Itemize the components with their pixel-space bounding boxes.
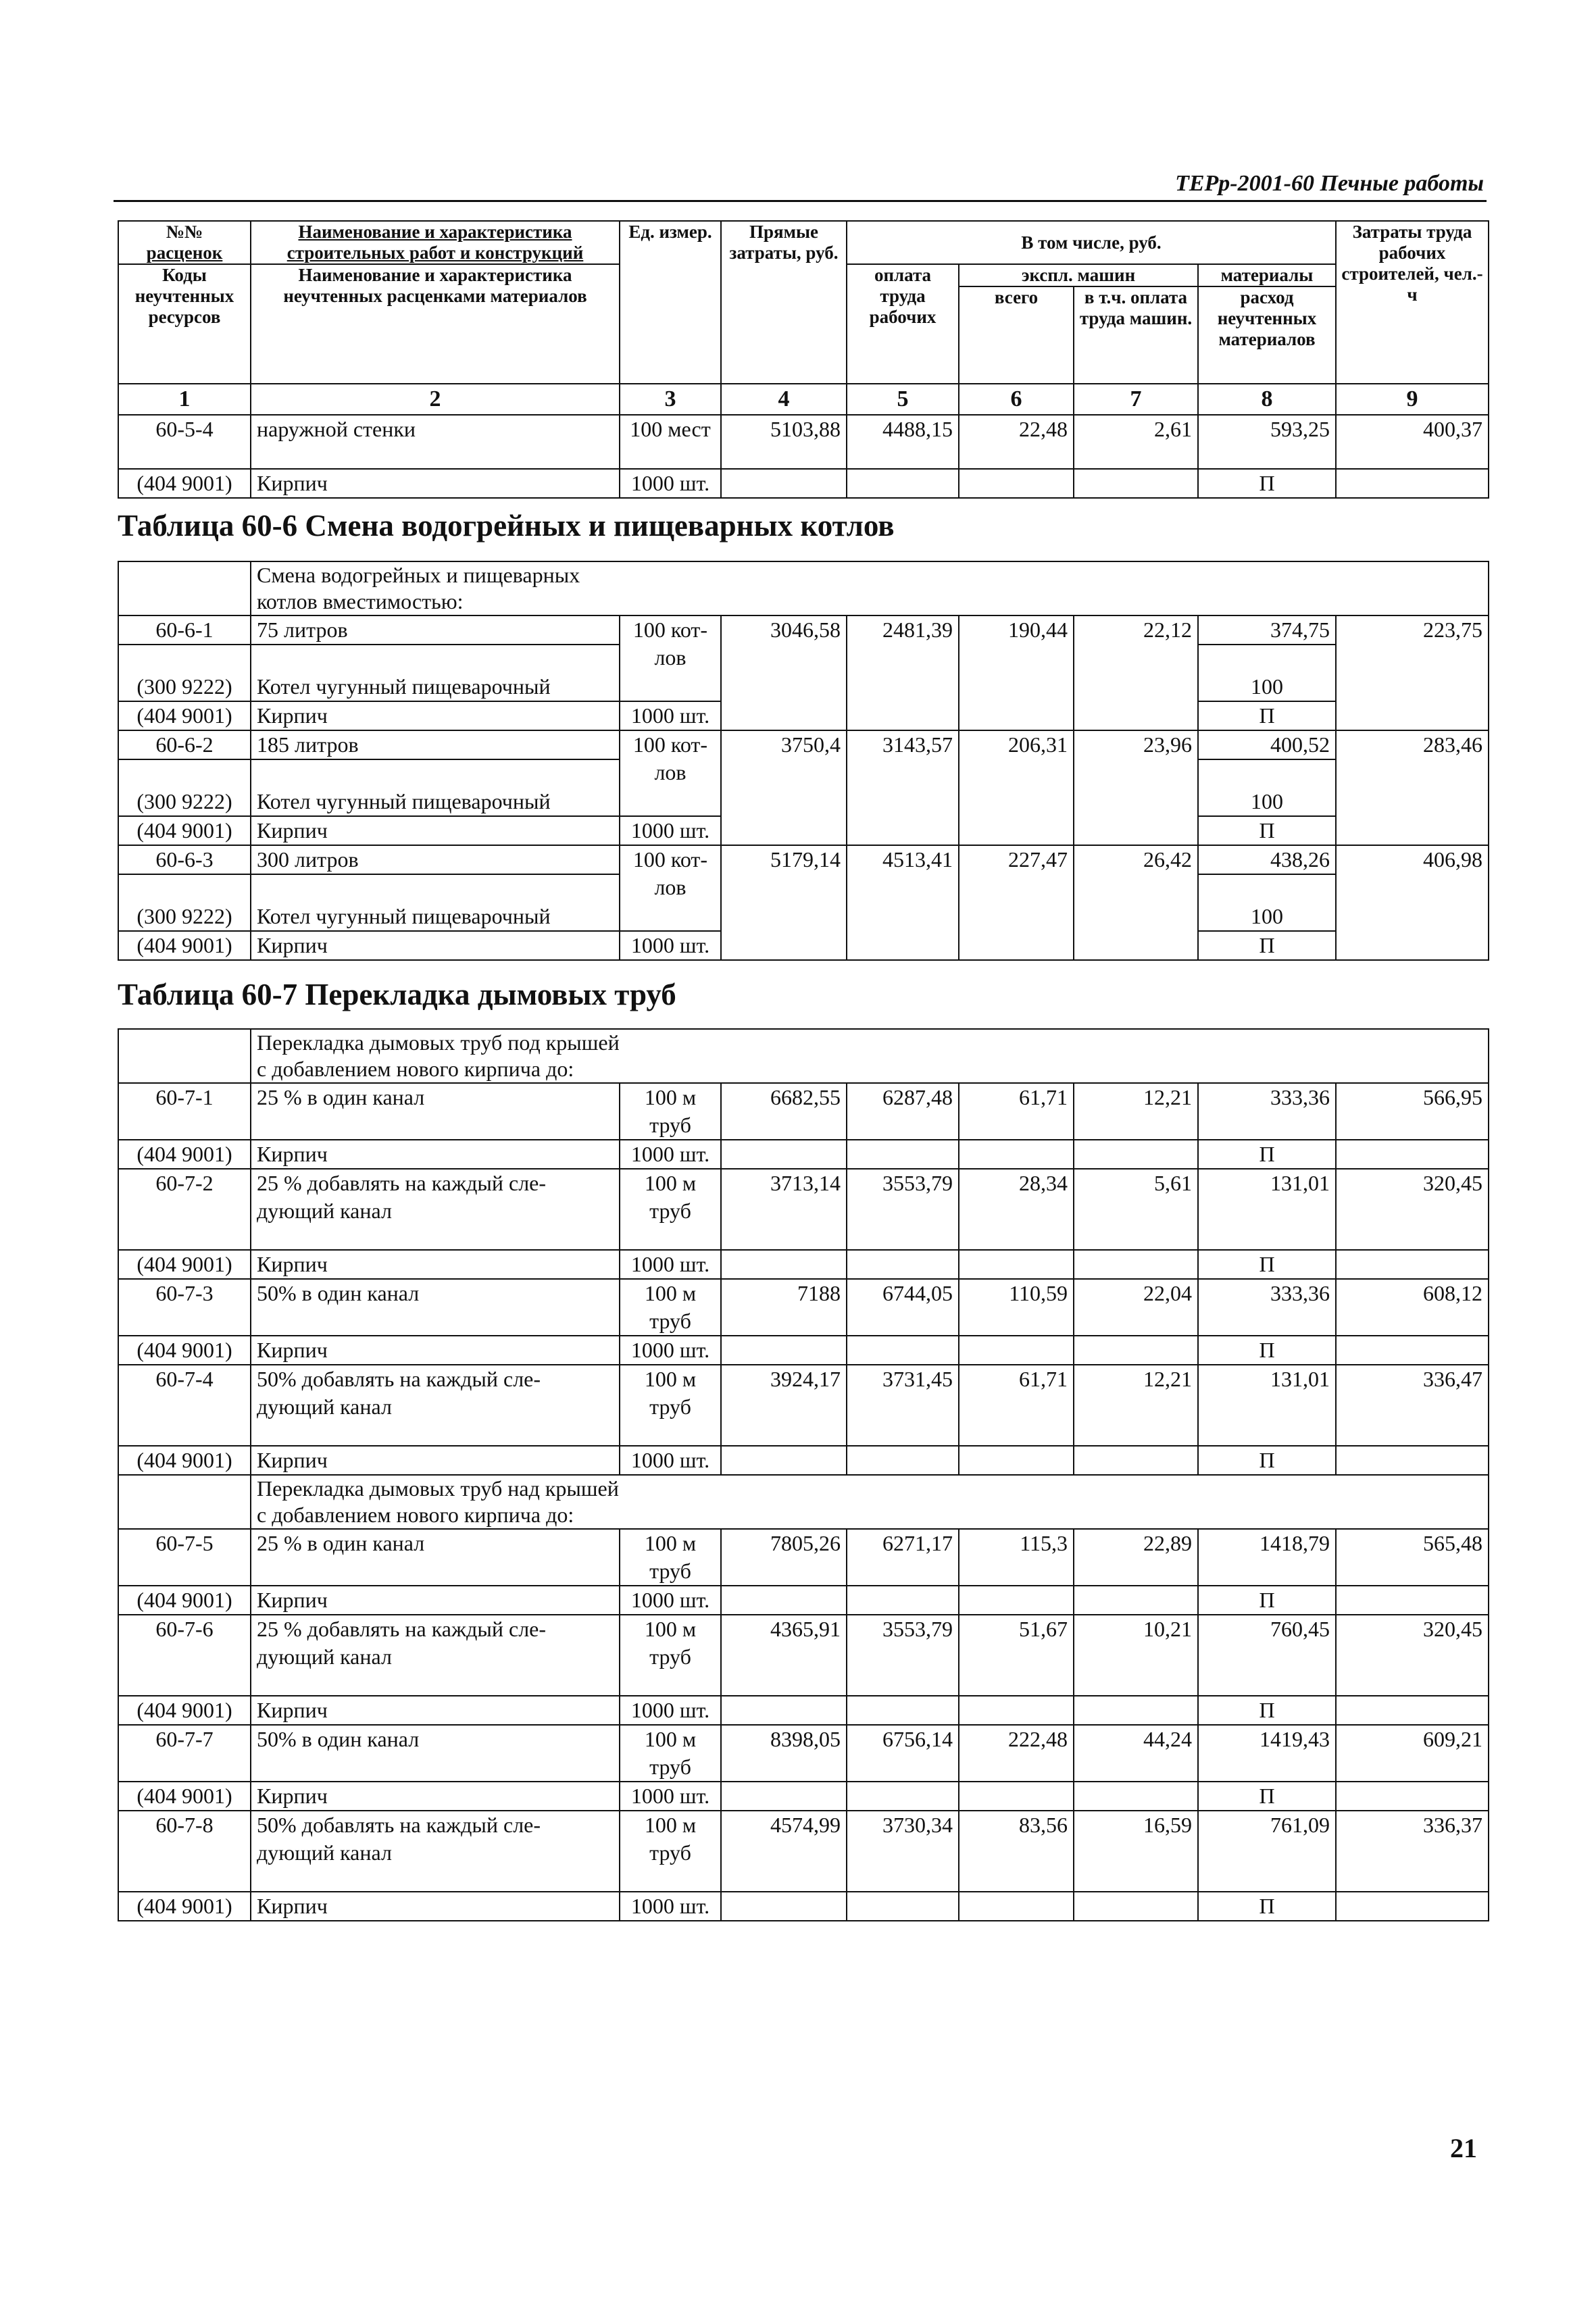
labor-pay: 4488,15 xyxy=(847,415,959,469)
resource-code: (404 9001) xyxy=(118,1250,251,1279)
materials: П xyxy=(1198,701,1336,730)
resource-code: (300 9222) xyxy=(118,874,251,931)
work-name: 75 литров xyxy=(251,615,620,645)
material-name: Котел чугунный пищеварочный xyxy=(251,874,620,931)
col-number: 2 xyxy=(251,384,620,415)
unit: 100 м труб xyxy=(620,1365,721,1446)
table-row xyxy=(118,1446,1489,1475)
labor-hours: 283,46 xyxy=(1336,730,1489,845)
materials: 760,45 xyxy=(1198,1615,1336,1696)
materials: 374,75 xyxy=(1198,615,1336,645)
labor-pay: 2481,39 xyxy=(847,615,959,730)
rate-code: 60-7-6 xyxy=(118,1615,251,1696)
materials: П xyxy=(1198,1250,1336,1279)
col-number: 5 xyxy=(847,384,959,415)
col-header-6: всего xyxy=(959,286,1074,384)
table-row xyxy=(118,1725,1489,1782)
materials: 1419,43 xyxy=(1198,1725,1336,1782)
rate-code: 60-6-2 xyxy=(118,730,251,759)
labor-pay: 6756,14 xyxy=(847,1725,959,1782)
machines-labor: 12,21 xyxy=(1074,1365,1198,1446)
material-name: Кирпич xyxy=(251,1586,620,1615)
rate-code: 60-7-5 xyxy=(118,1529,251,1586)
section-intro-row xyxy=(118,1475,1489,1529)
col-number: 9 xyxy=(1336,384,1489,415)
materials: 333,36 xyxy=(1198,1279,1336,1336)
material-name: Кирпич xyxy=(251,816,620,845)
unit: 100 м труб xyxy=(620,1615,721,1696)
direct-costs: 5103,88 xyxy=(721,415,847,469)
unit: 1000 шт. xyxy=(620,1892,721,1921)
machines-labor: 22,12 xyxy=(1074,615,1198,730)
resource-code: (300 9222) xyxy=(118,645,251,701)
materials: 761,09 xyxy=(1198,1811,1336,1892)
table-row xyxy=(118,615,1489,645)
unit: 100 кот-лов xyxy=(620,615,721,701)
labor-hours: 336,47 xyxy=(1336,1365,1489,1446)
materials: П xyxy=(1198,1782,1336,1811)
machines-total: 110,59 xyxy=(959,1279,1074,1336)
material-name: Кирпич xyxy=(251,1782,620,1811)
labor-hours: 223,75 xyxy=(1336,615,1489,730)
machines-total: 115,3 xyxy=(959,1529,1074,1586)
labor-pay: 3553,79 xyxy=(847,1615,959,1696)
table-row xyxy=(118,845,1489,874)
resource-code: (404 9001) xyxy=(118,469,251,498)
unit: 1000 шт. xyxy=(620,701,721,730)
labor-pay: 6271,17 xyxy=(847,1529,959,1586)
col-number: 3 xyxy=(620,384,721,415)
material-name: Кирпич xyxy=(251,1892,620,1921)
section-intro-row xyxy=(118,561,1489,615)
work-name: 50% добавлять на каждый сле-дующий канал xyxy=(251,1811,620,1892)
machines-labor: 12,21 xyxy=(1074,1083,1198,1140)
direct-costs: 3046,58 xyxy=(721,615,847,730)
direct-costs: 6682,55 xyxy=(721,1083,847,1140)
rate-code: 60-7-2 xyxy=(118,1169,251,1250)
work-name: 50% добавлять на каждый сле-дующий канал xyxy=(251,1365,620,1446)
machines-total: 22,48 xyxy=(959,415,1074,469)
direct-costs: 3713,14 xyxy=(721,1169,847,1250)
table-row xyxy=(118,1892,1489,1921)
machines-total: 227,47 xyxy=(959,845,1074,960)
labor-hours: 565,48 xyxy=(1336,1529,1489,1586)
materials: 593,25 xyxy=(1198,415,1336,469)
unit: 1000 шт. xyxy=(620,1140,721,1169)
table-60-6 xyxy=(118,561,1489,961)
machines-total: 28,34 xyxy=(959,1169,1074,1250)
rate-code: 60-7-8 xyxy=(118,1811,251,1892)
material-name: Кирпич xyxy=(251,701,620,730)
rate-code: 60-6-3 xyxy=(118,845,251,874)
work-name: 185 литров xyxy=(251,730,620,759)
work-name: 25 % в один канал xyxy=(251,1083,620,1140)
rate-code: 60-7-7 xyxy=(118,1725,251,1782)
machines-labor: 26,42 xyxy=(1074,845,1198,960)
materials: 131,01 xyxy=(1198,1169,1336,1250)
unit: 100 мест xyxy=(620,415,721,469)
rate-code: 60-7-1 xyxy=(118,1083,251,1140)
materials: 1418,79 xyxy=(1198,1529,1336,1586)
machines-total: 61,71 xyxy=(959,1083,1074,1140)
unit: 100 м труб xyxy=(620,1725,721,1782)
material-name: Кирпич xyxy=(251,1250,620,1279)
labor-hours: 566,95 xyxy=(1336,1083,1489,1140)
labor-pay: 6744,05 xyxy=(847,1279,959,1336)
resource-code: (404 9001) xyxy=(118,1586,251,1615)
unit: 1000 шт. xyxy=(620,1782,721,1811)
labor-pay: 3143,57 xyxy=(847,730,959,845)
unit: 1000 шт. xyxy=(620,1250,721,1279)
resource-code: (404 9001) xyxy=(118,1782,251,1811)
table-row xyxy=(118,1811,1489,1892)
table-60-7 xyxy=(118,1028,1489,1921)
machines-total: 222,48 xyxy=(959,1725,1074,1782)
material-name: Котел чугунный пищеварочный xyxy=(251,759,620,816)
materials: 100 xyxy=(1198,759,1336,816)
resource-code: (404 9001) xyxy=(118,1140,251,1169)
machines-labor: 5,61 xyxy=(1074,1169,1198,1250)
direct-costs: 3924,17 xyxy=(721,1365,847,1446)
material-name: Кирпич xyxy=(251,1336,620,1365)
work-name: 50% в один канал xyxy=(251,1725,620,1782)
col-number: 4 xyxy=(721,384,847,415)
materials: П xyxy=(1198,816,1336,845)
section-intro: Смена водогрейных и пищеварных котлов вместимостью: xyxy=(251,561,1489,615)
materials: 438,26 xyxy=(1198,845,1336,874)
materials: П xyxy=(1198,469,1336,498)
resource-code: (404 9001) xyxy=(118,816,251,845)
col-header-9: Затраты труда рабочих строителей, чел.-ч xyxy=(1336,221,1489,384)
work-name: 25 % добавлять на каждый сле-дующий канал xyxy=(251,1169,620,1250)
materials: 100 xyxy=(1198,874,1336,931)
table-row xyxy=(118,1083,1489,1140)
direct-costs: 4574,99 xyxy=(721,1811,847,1892)
unit: 100 м труб xyxy=(620,1529,721,1586)
rate-code: 60-5-4 xyxy=(118,415,251,469)
unit: 100 м труб xyxy=(620,1083,721,1140)
col-header-4: Прямые затраты, руб. xyxy=(721,221,847,384)
machines-total: 206,31 xyxy=(959,730,1074,845)
unit: 1000 шт. xyxy=(620,816,721,845)
col-header-7: в т.ч. оплата труда машин. xyxy=(1074,286,1198,384)
resource-code: (404 9001) xyxy=(118,1696,251,1725)
labor-hours: 406,98 xyxy=(1336,845,1489,960)
unit: 1000 шт. xyxy=(620,1446,721,1475)
materials: П xyxy=(1198,1446,1336,1475)
table-row xyxy=(118,1250,1489,1279)
col-header-5: оплата труда рабочих xyxy=(847,264,959,384)
materials: 100 xyxy=(1198,645,1336,701)
col-header-machines: экспл. машин xyxy=(959,264,1198,286)
material-name: Котел чугунный пищеварочный xyxy=(251,645,620,701)
machines-labor: 22,04 xyxy=(1074,1279,1198,1336)
labor-pay: 4513,41 xyxy=(847,845,959,960)
section-intro: Перекладка дымовых труб над крышей с добавлением нового кирпича до: xyxy=(251,1475,1489,1529)
unit: 1000 шт. xyxy=(620,1696,721,1725)
materials: П xyxy=(1198,1140,1336,1169)
labor-hours: 608,12 xyxy=(1336,1279,1489,1336)
table-row xyxy=(118,1140,1489,1169)
materials: 131,01 xyxy=(1198,1365,1336,1446)
labor-hours: 336,37 xyxy=(1336,1811,1489,1892)
table-title-60-7: Таблица 60-7 Перекладка дымовых труб xyxy=(118,978,676,1011)
unit: 1000 шт. xyxy=(620,1586,721,1615)
labor-hours: 320,45 xyxy=(1336,1615,1489,1696)
col-header-1-bottom: Коды неучтенных ресурсов xyxy=(118,264,251,384)
resource-code: (404 9001) xyxy=(118,1892,251,1921)
labor-pay: 6287,48 xyxy=(847,1083,959,1140)
rate-code: 60-6-1 xyxy=(118,615,251,645)
resource-code: (404 9001) xyxy=(118,931,251,960)
table-row xyxy=(118,1279,1489,1336)
material-name: Кирпич xyxy=(251,931,620,960)
table-row xyxy=(118,1365,1489,1446)
unit: 1000 шт. xyxy=(620,1336,721,1365)
materials: 400,52 xyxy=(1198,730,1336,759)
work-name: 25 % в один канал xyxy=(251,1529,620,1586)
labor-hours: 609,21 xyxy=(1336,1725,1489,1782)
col-header-group: В том числе, руб. xyxy=(847,221,1336,264)
col-header-materials: материалы xyxy=(1198,264,1336,286)
machines-total: 61,71 xyxy=(959,1365,1074,1446)
work-name: 50% в один канал xyxy=(251,1279,620,1336)
unit: 1000 шт. xyxy=(620,469,721,498)
direct-costs: 7805,26 xyxy=(721,1529,847,1586)
table-row xyxy=(118,730,1489,759)
col-number: 6 xyxy=(959,384,1074,415)
rate-code: 60-7-4 xyxy=(118,1365,251,1446)
unit: 1000 шт. xyxy=(620,931,721,960)
materials: П xyxy=(1198,1586,1336,1615)
table-header-and-60-5 xyxy=(118,220,1489,499)
machines-labor: 10,21 xyxy=(1074,1615,1198,1696)
machines-labor: 2,61 xyxy=(1074,415,1198,469)
labor-pay: 3731,45 xyxy=(847,1365,959,1446)
materials: П xyxy=(1198,1696,1336,1725)
table-row xyxy=(118,1529,1489,1586)
direct-costs: 7188 xyxy=(721,1279,847,1336)
materials: П xyxy=(1198,931,1336,960)
resource-code: (404 9001) xyxy=(118,1446,251,1475)
direct-costs: 4365,91 xyxy=(721,1615,847,1696)
col-number: 1 xyxy=(118,384,251,415)
materials: 333,36 xyxy=(1198,1083,1336,1140)
col-header-1-top: №№ расценок xyxy=(118,221,251,264)
work-name: 25 % добавлять на каждый сле-дующий канал xyxy=(251,1615,620,1696)
col-header-2-top: Наименование и характеристика строительных работ и конструкций xyxy=(251,221,620,264)
machines-total: 51,67 xyxy=(959,1615,1074,1696)
unit: 100 м труб xyxy=(620,1169,721,1250)
material-name: Кирпич xyxy=(251,469,620,498)
unit: 100 кот-лов xyxy=(620,730,721,816)
page-header: ТЕРр-2001-60 Печные работы xyxy=(114,168,1487,202)
col-number: 7 xyxy=(1074,384,1198,415)
machines-labor: 22,89 xyxy=(1074,1529,1198,1586)
table-title-60-6: Таблица 60-6 Смена водогрейных и пищеварных котлов xyxy=(118,509,895,543)
table-row xyxy=(118,1586,1489,1615)
table-row xyxy=(118,1696,1489,1725)
material-name: Кирпич xyxy=(251,1696,620,1725)
table-row xyxy=(118,1782,1489,1811)
direct-costs: 5179,14 xyxy=(721,845,847,960)
table-row xyxy=(118,415,1489,469)
resource-code: (404 9001) xyxy=(118,701,251,730)
col-header-2-bottom: Наименование и характеристика неучтенных расценками материалов xyxy=(251,264,620,384)
machines-total: 83,56 xyxy=(959,1811,1074,1892)
resource-code: (404 9001) xyxy=(118,1336,251,1365)
unit: 100 кот-лов xyxy=(620,845,721,931)
col-header-8: расход неучтенных материалов xyxy=(1198,286,1336,384)
col-header-3: Ед. измер. xyxy=(620,221,721,384)
direct-costs: 8398,05 xyxy=(721,1725,847,1782)
labor-pay: 3730,34 xyxy=(847,1811,959,1892)
unit: 100 м труб xyxy=(620,1279,721,1336)
table-row xyxy=(118,1169,1489,1250)
material-name: Кирпич xyxy=(251,1446,620,1475)
machines-labor: 23,96 xyxy=(1074,730,1198,845)
labor-hours: 320,45 xyxy=(1336,1169,1489,1250)
work-name: 300 литров xyxy=(251,845,620,874)
work-name: наружной стенки xyxy=(251,415,620,469)
direct-costs: 3750,4 xyxy=(721,730,847,845)
rate-code: 60-7-3 xyxy=(118,1279,251,1336)
material-name: Кирпич xyxy=(251,1140,620,1169)
col-number: 8 xyxy=(1198,384,1336,415)
page-number: 21 xyxy=(1450,2133,1477,2163)
materials: П xyxy=(1198,1892,1336,1921)
materials: П xyxy=(1198,1336,1336,1365)
labor-pay: 3553,79 xyxy=(847,1169,959,1250)
labor-hours: 400,37 xyxy=(1336,415,1489,469)
machines-labor: 44,24 xyxy=(1074,1725,1198,1782)
table-row xyxy=(118,1336,1489,1365)
table-row xyxy=(118,469,1489,498)
unit: 100 м труб xyxy=(620,1811,721,1892)
section-intro-row xyxy=(118,1029,1489,1083)
section-intro: Перекладка дымовых труб под крышей с добавлением нового кирпича до: xyxy=(251,1029,1489,1083)
machines-labor: 16,59 xyxy=(1074,1811,1198,1892)
machines-total: 190,44 xyxy=(959,615,1074,730)
table-row xyxy=(118,1615,1489,1696)
resource-code: (300 9222) xyxy=(118,759,251,816)
